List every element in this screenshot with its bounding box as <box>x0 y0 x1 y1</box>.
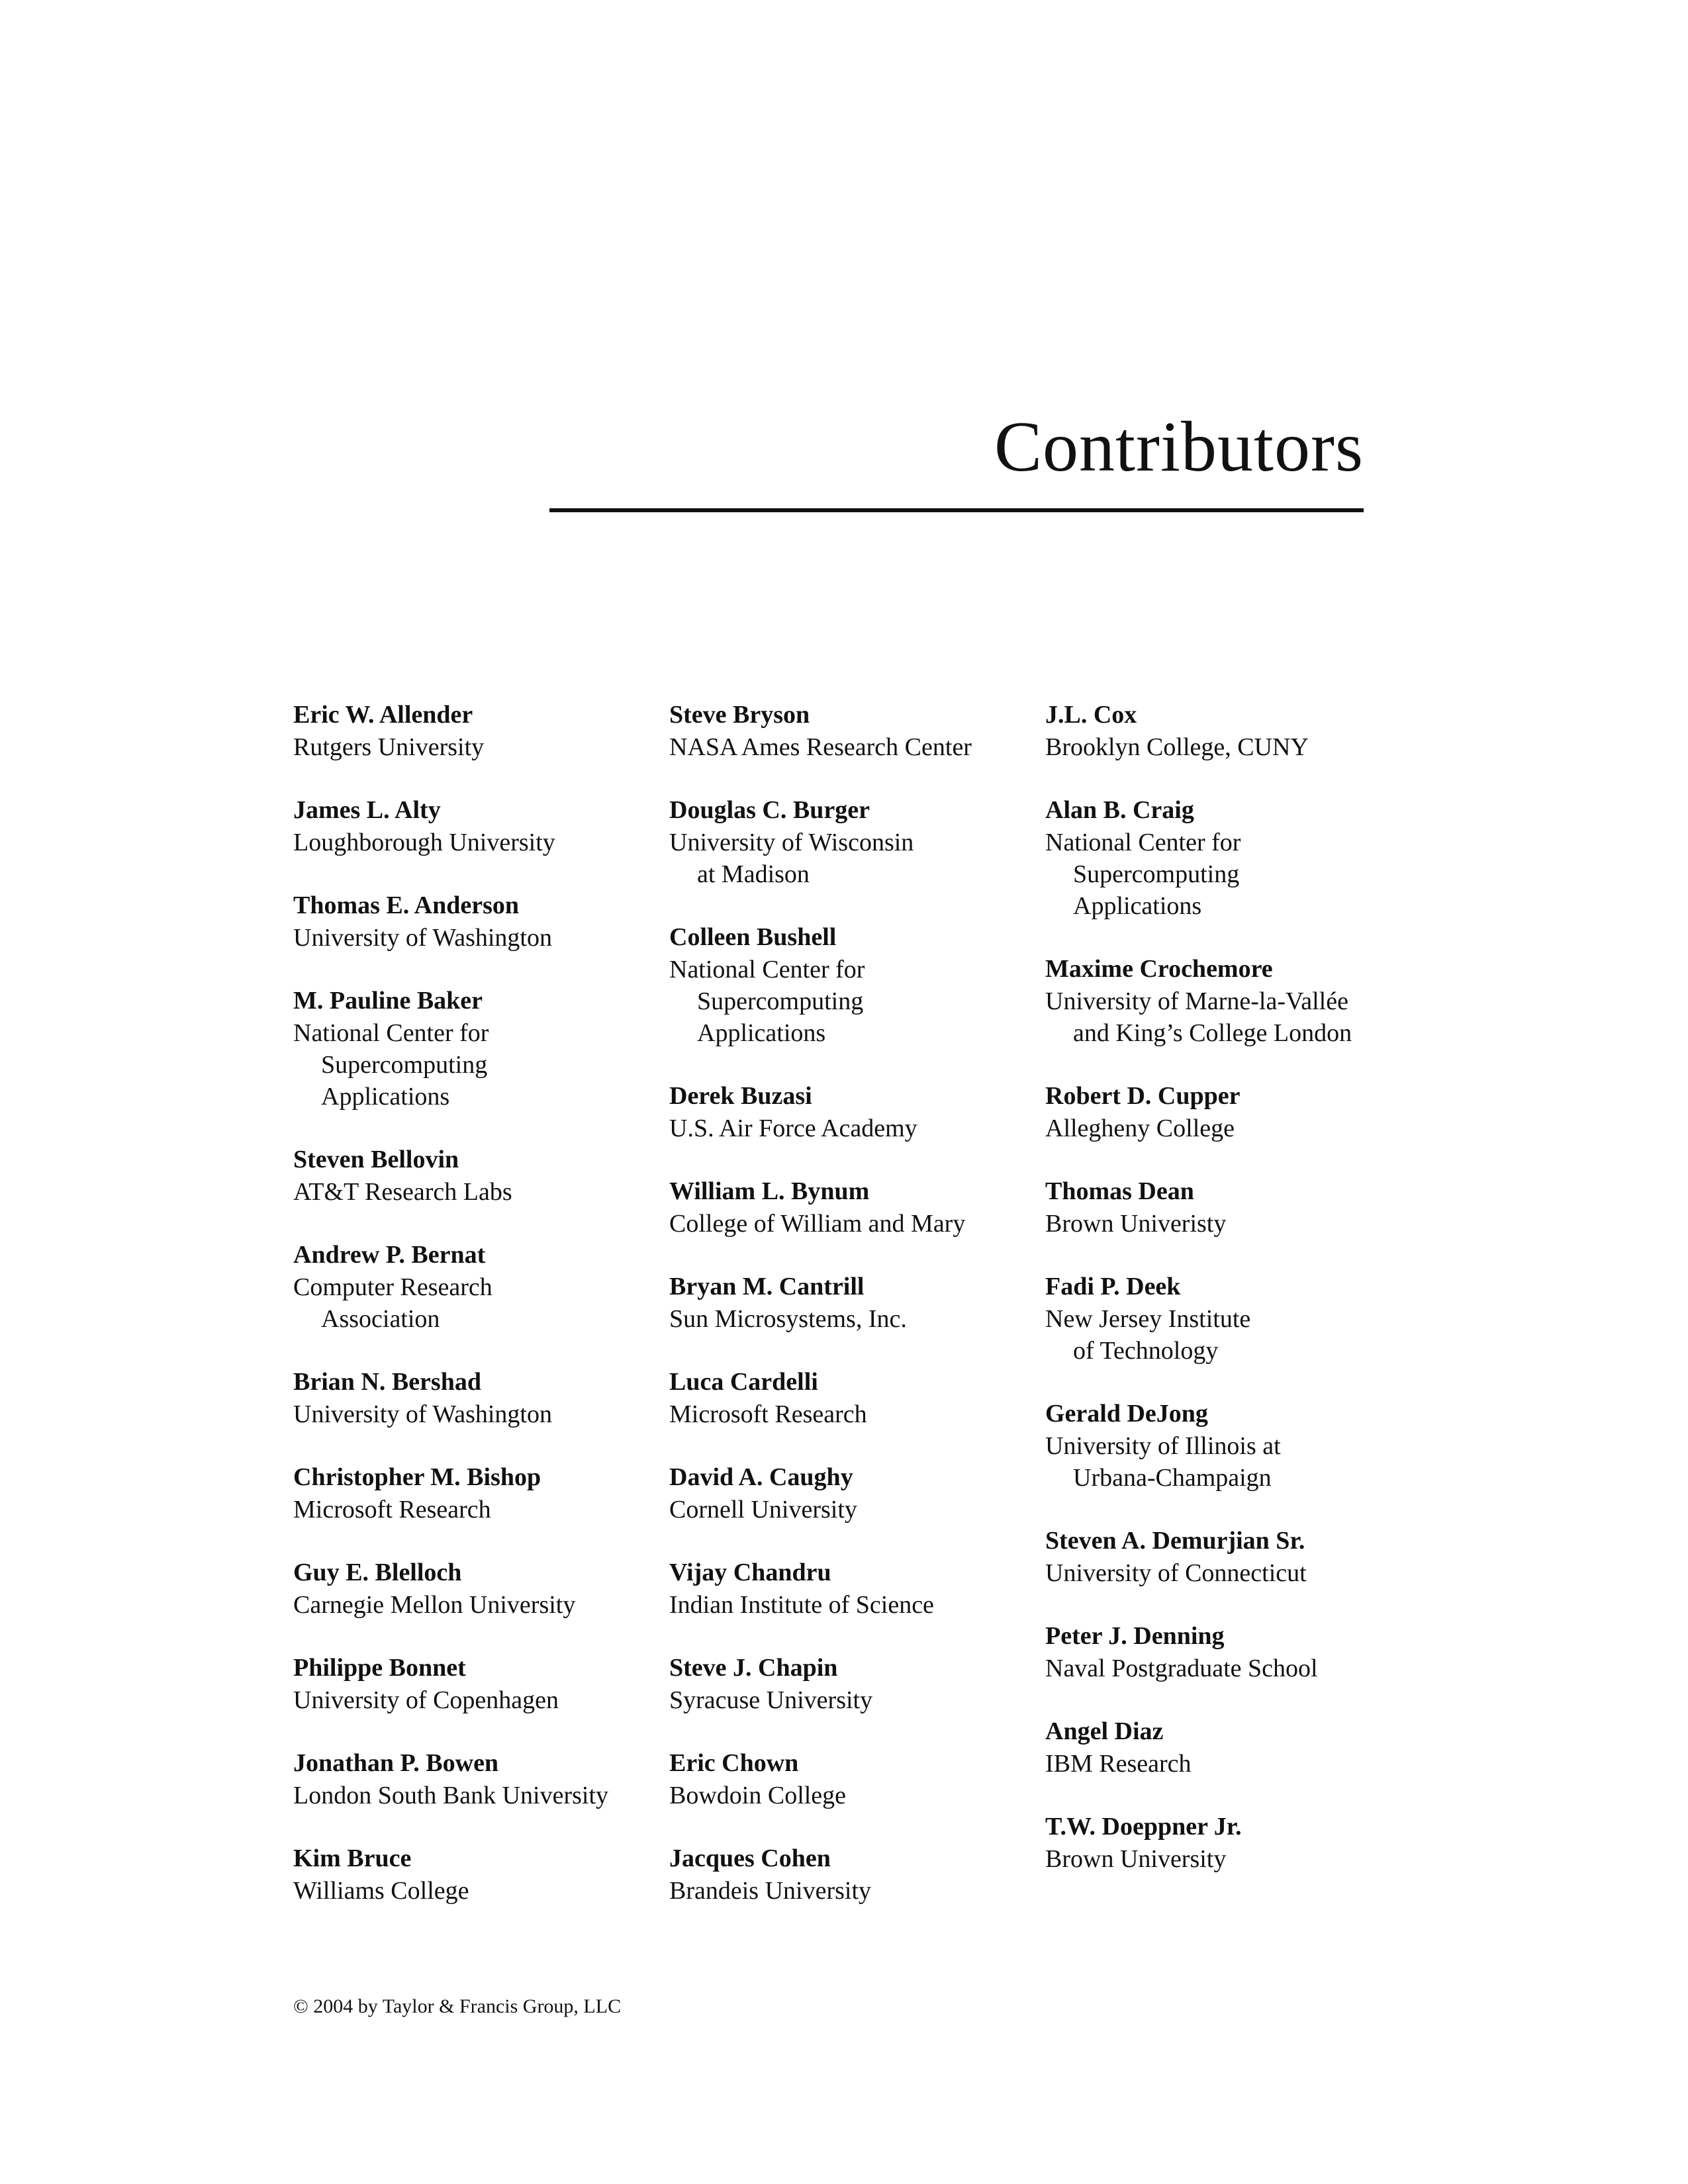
affiliation-line: Computer Research <box>293 1273 492 1301</box>
contributor-affiliation <box>293 1589 664 1621</box>
contributors-column-1 <box>293 698 664 1937</box>
contributor-name: Brian N. Bershad <box>293 1368 481 1396</box>
affiliation-line: Brown Univeristy <box>1045 1210 1227 1238</box>
affiliation-line: Brown University <box>1045 1845 1227 1873</box>
contributor-affiliation <box>1045 1303 1416 1367</box>
contributor-entry <box>1045 794 1416 922</box>
contributor-affiliation <box>1045 1208 1416 1240</box>
contributor-entry <box>1045 1619 1416 1684</box>
contributor-affiliation <box>669 827 1040 890</box>
affiliation-line: Brandeis University <box>669 1877 872 1905</box>
contributor-name: Guy E. Blelloch <box>293 1559 462 1586</box>
contributor-entry <box>1045 1715 1416 1780</box>
contributor-name: Eric Chown <box>669 1749 799 1777</box>
contributor-affiliation <box>669 1684 1040 1716</box>
title-rule <box>549 508 1364 512</box>
affiliation-line: Microsoft Research <box>669 1400 867 1428</box>
affiliation-line: Supercomputing <box>321 1051 488 1079</box>
contributor-name: T.W. Doeppner Jr. <box>1045 1813 1242 1841</box>
affiliation-line: University of Copenhagen <box>293 1686 559 1714</box>
contributor-entry <box>293 1747 664 1811</box>
affiliation-line: Supercomputing <box>697 987 864 1015</box>
contributor-affiliation <box>669 954 1040 1049</box>
affiliation-line: London South Bank University <box>293 1782 609 1809</box>
affiliation-line: Bowdoin College <box>669 1782 847 1809</box>
contributor-entry <box>669 1079 1040 1144</box>
contributor-name: Kim Bruce <box>293 1844 412 1872</box>
contributor-affiliation <box>293 1780 664 1811</box>
affiliation-line: University of Washington <box>293 924 552 952</box>
affiliation-line: Association <box>321 1305 440 1333</box>
affiliation-line: New Jersey Institute <box>1045 1305 1251 1333</box>
affiliation-line: Supercomputing <box>1073 860 1240 888</box>
contributor-affiliation <box>293 1684 664 1716</box>
contributor-affiliation <box>669 1780 1040 1811</box>
contributor-entry <box>293 1651 664 1716</box>
affiliation-line: Urbana-Champaign <box>1073 1464 1272 1492</box>
affiliation-line: Microsoft Research <box>293 1496 491 1524</box>
contributor-affiliation <box>1045 731 1416 763</box>
affiliation-line: Applications <box>1073 892 1202 920</box>
affiliation-line: Carnegie Mellon University <box>293 1591 576 1619</box>
contributor-name: Christopher M. Bishop <box>293 1463 541 1491</box>
contributor-entry <box>293 1238 664 1335</box>
contributor-name: Douglas C. Burger <box>669 796 870 824</box>
contributors-column-2 <box>669 698 1040 1937</box>
affiliation-line: Loughborough University <box>293 829 555 856</box>
contributor-name: Luca Cardelli <box>669 1368 818 1396</box>
contributor-name: Steven Bellovin <box>293 1146 459 1173</box>
affiliation-line: Indian Institute of Science <box>669 1591 934 1619</box>
contributor-name: James L. Alty <box>293 796 441 824</box>
affiliation-line: University of Washington <box>293 1400 552 1428</box>
contributor-affiliation <box>669 1113 1040 1144</box>
affiliation-line: College of William and Mary <box>669 1210 966 1238</box>
contributor-affiliation <box>293 1176 664 1208</box>
affiliation-line: AT&T Research Labs <box>293 1178 512 1206</box>
affiliation-line: University of Connecticut <box>1045 1559 1307 1587</box>
affiliation-line: U.S. Air Force Academy <box>669 1115 917 1142</box>
contributor-entry <box>669 1270 1040 1335</box>
contributor-name: Philippe Bonnet <box>293 1654 466 1682</box>
contributor-affiliation <box>669 1208 1040 1240</box>
contributor-name: Steve J. Chapin <box>669 1654 838 1682</box>
contributor-entry <box>669 794 1040 890</box>
contributor-name: Thomas E. Anderson <box>293 891 520 919</box>
contributor-affiliation <box>293 922 664 954</box>
contributor-affiliation <box>669 1589 1040 1621</box>
affiliation-line: University of Illinois at <box>1045 1432 1281 1460</box>
contributor-entry <box>293 1556 664 1621</box>
contributor-entry <box>293 984 664 1113</box>
contributor-name: Vijay Chandru <box>669 1559 831 1586</box>
contributor-entry <box>1045 1270 1416 1367</box>
contributor-affiliation <box>1045 1843 1416 1875</box>
contributor-affiliation <box>669 1398 1040 1430</box>
affiliation-line: National Center for <box>293 1019 489 1047</box>
contributor-entry <box>1045 1079 1416 1144</box>
contributor-name: Steve Bryson <box>669 701 810 729</box>
contributor-name: Alan B. Craig <box>1045 796 1194 824</box>
contributor-name: Jacques Cohen <box>669 1844 831 1872</box>
contributor-entry <box>293 698 664 763</box>
contributor-name: Steven A. Demurjian Sr. <box>1045 1527 1305 1555</box>
contributor-name: Colleen Bushell <box>669 923 837 951</box>
affiliation-line: Williams College <box>293 1877 469 1905</box>
contributor-entry <box>669 698 1040 763</box>
affiliation-line: Rutgers University <box>293 733 485 761</box>
affiliation-line: IBM Research <box>1045 1750 1192 1778</box>
contributor-affiliation <box>293 1875 664 1907</box>
affiliation-line: University of Wisconsin <box>669 829 914 856</box>
affiliation-line: Naval Postgraduate School <box>1045 1655 1318 1682</box>
contributor-affiliation <box>1045 1748 1416 1780</box>
contributor-affiliation <box>293 1494 664 1525</box>
affiliation-line: National Center for <box>1045 829 1241 856</box>
contributor-entry <box>669 1842 1040 1907</box>
affiliation-line: of Technology <box>1073 1337 1219 1365</box>
contributor-entry <box>1045 1397 1416 1494</box>
contributor-affiliation <box>1045 985 1416 1049</box>
contributor-entry <box>1045 1810 1416 1875</box>
contributor-affiliation <box>669 1875 1040 1907</box>
affiliation-line: National Center for <box>669 956 865 983</box>
affiliation-line: and King’s College London <box>1073 1019 1352 1047</box>
contributor-entry <box>669 1365 1040 1430</box>
contributor-name: Peter J. Denning <box>1045 1622 1225 1650</box>
contributor-affiliation <box>669 1494 1040 1525</box>
contributor-affiliation <box>293 731 664 763</box>
affiliation-line: University of Marne-la-Vallée <box>1045 987 1348 1015</box>
contributor-name: Eric W. Allender <box>293 701 473 729</box>
contributor-name: J.L. Cox <box>1045 701 1137 729</box>
contributors-column-3 <box>1045 698 1416 1905</box>
contributor-entry <box>669 1747 1040 1811</box>
contributor-name: Andrew P. Bernat <box>293 1241 486 1269</box>
contributor-affiliation <box>1045 1653 1416 1684</box>
affiliation-line: Applications <box>321 1083 450 1111</box>
contributor-name: M. Pauline Baker <box>293 987 483 1015</box>
contributor-affiliation <box>293 1398 664 1430</box>
contributor-entry <box>1045 1524 1416 1589</box>
contributor-entry <box>1045 952 1416 1049</box>
contributor-name: Fadi P. Deek <box>1045 1273 1181 1300</box>
page-title: Contributors <box>994 408 1364 486</box>
contributor-name: William L. Bynum <box>669 1177 870 1205</box>
copyright-footer: © 2004 by Taylor & Francis Group, LLC <box>293 1995 622 2017</box>
contributor-affiliation <box>293 1271 664 1335</box>
contributor-entry <box>293 889 664 954</box>
contributor-affiliation <box>1045 1430 1416 1494</box>
contributor-entry <box>669 1461 1040 1525</box>
contributor-affiliation <box>293 1017 664 1113</box>
contributor-affiliation <box>669 731 1040 763</box>
affiliation-line: Allegheny College <box>1045 1115 1235 1142</box>
contributor-affiliation <box>1045 1113 1416 1144</box>
contributor-name: Jonathan P. Bowen <box>293 1749 499 1777</box>
contributor-affiliation <box>669 1303 1040 1335</box>
contributor-entry <box>1045 698 1416 763</box>
contributor-entry <box>669 1651 1040 1716</box>
contributor-entry <box>1045 1175 1416 1240</box>
contributor-entry <box>669 1556 1040 1621</box>
affiliation-line: at Madison <box>697 860 810 888</box>
contributor-entry <box>293 1143 664 1208</box>
contributor-entry <box>293 1461 664 1525</box>
contributor-name: Bryan M. Cantrill <box>669 1273 865 1300</box>
affiliation-line: NASA Ames Research Center <box>669 733 972 761</box>
contributor-name: Maxime Crochemore <box>1045 955 1273 983</box>
affiliation-line: Sun Microsystems, Inc. <box>669 1305 907 1333</box>
contributor-name: Thomas Dean <box>1045 1177 1194 1205</box>
contributor-entry <box>669 921 1040 1049</box>
contributor-affiliation <box>293 827 664 858</box>
contributor-name: Robert D. Cupper <box>1045 1082 1241 1110</box>
contributor-entry <box>669 1175 1040 1240</box>
contributor-entry <box>293 1842 664 1907</box>
contributor-name: David A. Caughy <box>669 1463 853 1491</box>
contributor-name: Angel Diaz <box>1045 1717 1164 1745</box>
contributor-entry <box>293 1365 664 1430</box>
affiliation-line: Applications <box>697 1019 826 1047</box>
contributor-entry <box>293 794 664 858</box>
contributor-affiliation <box>1045 827 1416 922</box>
affiliation-line: Brooklyn College, CUNY <box>1045 733 1309 761</box>
contributor-affiliation <box>1045 1557 1416 1589</box>
contributor-name: Derek Buzasi <box>669 1082 812 1110</box>
contributor-name: Gerald DeJong <box>1045 1400 1208 1428</box>
affiliation-line: Syracuse University <box>669 1686 873 1714</box>
affiliation-line: Cornell University <box>669 1496 857 1524</box>
